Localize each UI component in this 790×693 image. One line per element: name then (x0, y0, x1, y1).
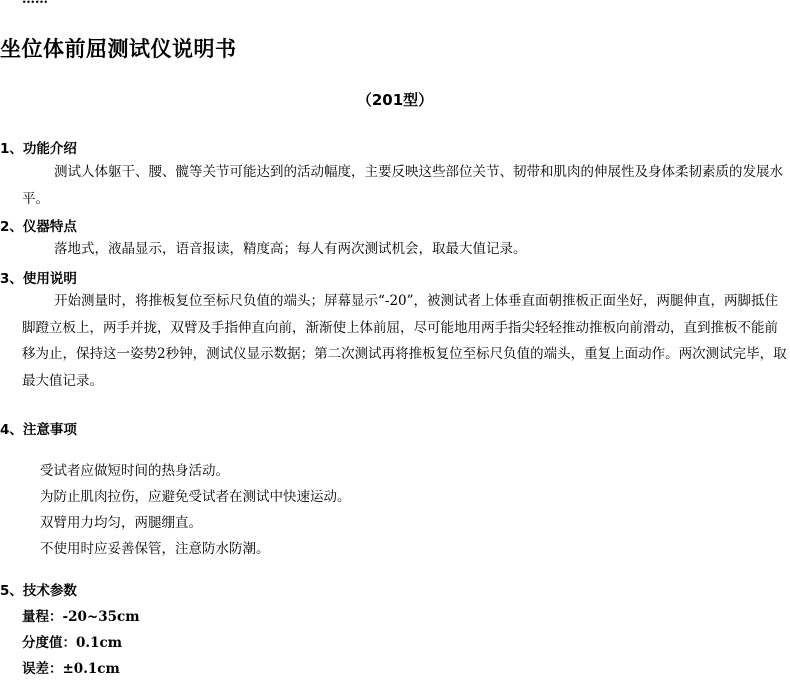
list-item: 双臂用力均匀，两腿绷直。 (40, 515, 202, 531)
list-item: 受试者应做短时间的热身活动。 (40, 463, 229, 479)
section-heading-function: 1、功能介绍 (0, 141, 77, 157)
list-item: 为防止肌肉拉伤，应避免受试者在测试中快速运动。 (40, 489, 351, 505)
section-text-features: 落地式，液晶显示，语音报读，精度高；每人有两次测试机会，取最大值记录。 (54, 241, 527, 257)
section-heading-features: 2、仪器特点 (0, 219, 77, 235)
section-text-usage: 开始测量时，将推板复位至标尺负值的端头；屏幕显示“-20”，被测试者上体垂直面朝推板正面坐好，两腿伸直，两脚抵住脚蹬立板上，两手并拢，双臂及手指伸直向前，渐渐使上体前屈，尽可能地用两手指尖轻轻推动推板向前滑动，直到推板不能前移为止，保持这一姿势2秒钟，测试仪显示数据；第二次测试再将推板复位至标尺负值的端头，重复上面动作。两次测试完毕，取最大值记录。 (22, 293, 787, 389)
section-heading-specs: 5、技术参数 (0, 583, 77, 599)
spec-error: 误差：±0.1cm (22, 661, 120, 677)
section-heading-notes: 4、注意事项 (0, 422, 77, 438)
section-heading-usage: 3、使用说明 (0, 271, 77, 287)
model-label: （201型） (356, 91, 434, 109)
section-text-function: 测试人体躯干、腰、髋等关节可能达到的活动幅度，主要反映这些部位关节、韧带和肌肉的伸展性及身体柔韧素质的发展水平。 (22, 164, 783, 207)
document-title: 坐位体前屈测试仪说明书 (0, 37, 237, 61)
cropped-text-fragment (22, 0, 48, 7)
list-item: 不使用时应妥善保管，注意防水防潮。 (40, 541, 270, 557)
spec-range: 量程：-20~35cm (22, 609, 140, 625)
spec-division-value: 分度值：0.1cm (22, 635, 122, 651)
